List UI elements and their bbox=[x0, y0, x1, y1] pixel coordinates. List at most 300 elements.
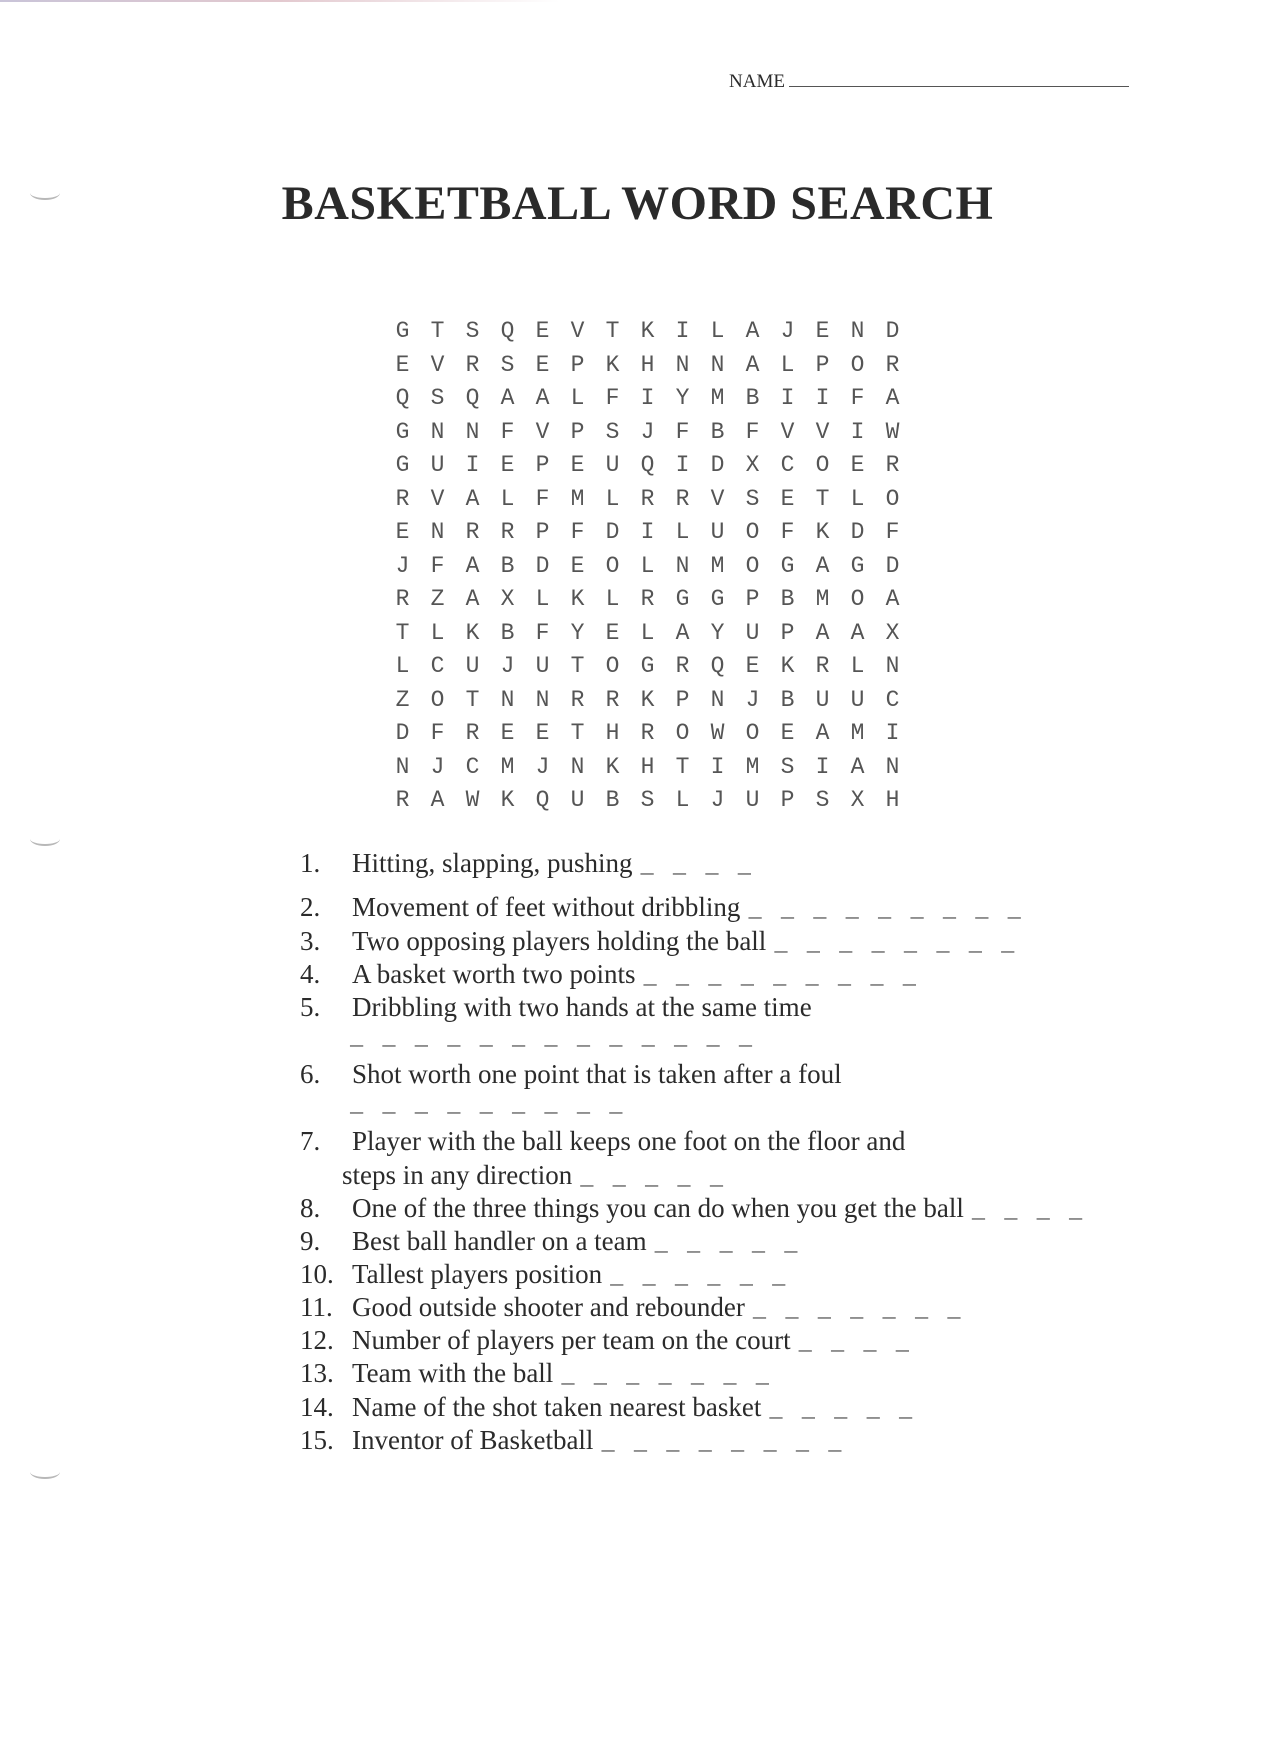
grid-letter[interactable]: E bbox=[395, 351, 410, 378]
grid-letter[interactable]: A bbox=[815, 619, 830, 646]
grid-letter[interactable]: D bbox=[885, 318, 900, 344]
grid-letter[interactable]: W bbox=[465, 787, 480, 813]
grid-letter[interactable]: X bbox=[850, 787, 865, 813]
grid-letter[interactable]: L bbox=[850, 653, 865, 679]
grid-letter[interactable]: O bbox=[745, 519, 760, 545]
grid-letter[interactable]: R bbox=[465, 519, 480, 545]
grid-letter[interactable]: Q bbox=[465, 385, 480, 411]
grid-letter[interactable]: A bbox=[885, 586, 900, 612]
clue-item bbox=[300, 892, 1024, 923]
grid-letter[interactable]: V bbox=[535, 418, 550, 445]
clue-text: Inventor of Basketball bbox=[352, 1425, 594, 1455]
clue-item bbox=[300, 992, 812, 1023]
grid-letter[interactable]: U bbox=[535, 653, 550, 679]
grid-letter[interactable]: X bbox=[500, 586, 515, 612]
grid-letter[interactable]: I bbox=[640, 519, 655, 545]
grid-letter[interactable]: S bbox=[780, 753, 795, 780]
grid-letter[interactable]: I bbox=[850, 418, 865, 445]
grid-letter[interactable]: E bbox=[395, 519, 410, 545]
grid-letter[interactable]: K bbox=[605, 753, 620, 780]
grid-letter[interactable]: N bbox=[465, 418, 480, 445]
grid-letter[interactable]: Y bbox=[675, 385, 690, 411]
grid-letter[interactable]: N bbox=[850, 318, 865, 344]
grid-row bbox=[385, 586, 910, 620]
grid-letter[interactable]: R bbox=[885, 351, 900, 378]
grid-letter[interactable]: I bbox=[780, 385, 795, 411]
grid-letter[interactable]: U bbox=[465, 653, 480, 679]
answer-blank[interactable]: _ _ _ _ _ _ _ _ bbox=[774, 932, 1018, 957]
answer-blank[interactable]: _ _ _ _ _ _ _ _ _ bbox=[643, 965, 919, 990]
grid-letter[interactable]: U bbox=[605, 452, 620, 478]
grid-letter[interactable]: Q bbox=[395, 385, 410, 411]
grid-letter[interactable]: R bbox=[570, 686, 585, 713]
grid-letter[interactable]: A bbox=[465, 485, 480, 512]
name-field bbox=[729, 71, 1129, 93]
answer-blank[interactable]: _ _ _ _ _ _ _ _ _ _ _ _ _ bbox=[350, 1026, 756, 1051]
grid-row bbox=[385, 653, 910, 687]
grid-letter[interactable]: L bbox=[780, 351, 795, 378]
grid-letter[interactable]: I bbox=[675, 452, 690, 478]
grid-letter[interactable]: L bbox=[605, 586, 620, 612]
clue-text: Good outside shooter and rebounder bbox=[352, 1292, 745, 1322]
grid-letter[interactable]: D bbox=[710, 452, 725, 478]
grid-letter[interactable]: F bbox=[535, 619, 550, 646]
grid-letter[interactable]: M bbox=[710, 552, 725, 579]
grid-letter[interactable]: Y bbox=[570, 619, 585, 646]
clue-item bbox=[300, 1292, 964, 1323]
grid-letter[interactable]: T bbox=[395, 619, 410, 646]
grid-letter[interactable]: F bbox=[500, 418, 515, 445]
grid-letter[interactable]: H bbox=[640, 351, 655, 378]
clue-item bbox=[300, 1126, 905, 1157]
grid-letter[interactable]: E bbox=[605, 619, 620, 646]
grid-letter[interactable]: J bbox=[500, 653, 515, 679]
grid-letter[interactable]: V bbox=[710, 485, 725, 512]
grid-letter[interactable]: B bbox=[780, 686, 795, 713]
answer-blank[interactable]: _ _ _ _ _ bbox=[580, 1166, 727, 1191]
grid-letter[interactable]: G bbox=[675, 586, 690, 612]
grid-letter[interactable]: R bbox=[640, 485, 655, 512]
answer-blank[interactable]: _ _ _ _ _ _ _ _ bbox=[601, 1431, 845, 1456]
grid-letter[interactable]: J bbox=[430, 753, 445, 780]
grid-letter[interactable]: C bbox=[780, 452, 795, 478]
page-title: BASKETBALL WORD SEARCH bbox=[281, 177, 994, 230]
grid-letter[interactable]: F bbox=[535, 485, 550, 512]
clue-item bbox=[300, 1259, 788, 1290]
grid-letter[interactable]: B bbox=[605, 787, 620, 813]
grid-letter[interactable]: T bbox=[430, 318, 445, 344]
clue-number: 8. bbox=[300, 1193, 321, 1223]
grid-letter[interactable]: V bbox=[815, 418, 830, 445]
grid-letter[interactable]: R bbox=[640, 720, 655, 746]
punch-hole-mark bbox=[30, 832, 60, 846]
grid-letter[interactable]: N bbox=[675, 351, 690, 378]
grid-row bbox=[385, 452, 910, 486]
grid-letter[interactable]: F bbox=[745, 418, 760, 445]
grid-letter[interactable]: L bbox=[675, 787, 690, 813]
answer-blank[interactable]: _ _ _ _ _ _ _ bbox=[561, 1364, 772, 1389]
answer-blank[interactable]: _ _ _ _ _ bbox=[654, 1232, 801, 1257]
grid-letter[interactable]: H bbox=[605, 720, 620, 746]
grid-letter[interactable]: K bbox=[500, 787, 515, 813]
grid-letter[interactable]: I bbox=[710, 753, 725, 780]
grid-letter[interactable]: V bbox=[430, 485, 445, 512]
clue-item bbox=[300, 959, 919, 990]
clue-text: Tallest players position bbox=[352, 1259, 603, 1289]
grid-letter[interactable]: O bbox=[675, 720, 690, 746]
grid-letter[interactable]: D bbox=[395, 720, 410, 746]
clue-item bbox=[300, 1193, 1085, 1224]
clue-number: 3. bbox=[300, 926, 321, 956]
grid-letter[interactable]: N bbox=[430, 519, 445, 545]
grid-letter[interactable]: F bbox=[675, 418, 690, 445]
grid-letter[interactable]: E bbox=[535, 351, 550, 378]
grid-letter[interactable]: A bbox=[430, 787, 445, 813]
clue-number: 13. bbox=[300, 1358, 334, 1388]
grid-letter[interactable]: E bbox=[850, 452, 865, 478]
grid-letter[interactable]: R bbox=[885, 452, 900, 478]
grid-letter[interactable]: R bbox=[675, 653, 690, 679]
grid-letter[interactable]: B bbox=[710, 418, 725, 445]
grid-letter[interactable]: K bbox=[780, 653, 795, 679]
grid-letter[interactable]: R bbox=[395, 485, 410, 512]
grid-letter[interactable]: R bbox=[640, 586, 655, 612]
grid-letter[interactable]: Y bbox=[710, 619, 725, 646]
grid-letter[interactable]: P bbox=[535, 452, 550, 478]
grid-letter[interactable]: O bbox=[430, 686, 445, 713]
grid-letter[interactable]: I bbox=[675, 318, 690, 344]
grid-letter[interactable]: N bbox=[710, 351, 725, 378]
grid-letter[interactable]: U bbox=[710, 519, 725, 545]
grid-letter[interactable]: U bbox=[570, 787, 585, 813]
grid-letter[interactable]: C bbox=[430, 653, 445, 679]
answer-blank[interactable]: _ _ _ _ _ _ _ _ _ bbox=[350, 1093, 626, 1118]
clue-number: 10. bbox=[300, 1259, 334, 1289]
grid-letter[interactable]: S bbox=[605, 418, 620, 445]
clue-number: 11. bbox=[300, 1292, 333, 1322]
grid-letter[interactable]: O bbox=[605, 653, 620, 679]
grid-letter[interactable]: V bbox=[570, 318, 585, 344]
grid-letter[interactable]: I bbox=[815, 385, 830, 411]
grid-letter[interactable]: B bbox=[500, 552, 515, 579]
word-search-grid bbox=[385, 318, 910, 821]
grid-letter[interactable]: S bbox=[465, 318, 480, 344]
grid-letter[interactable]: O bbox=[745, 720, 760, 746]
grid-letter[interactable]: X bbox=[745, 452, 760, 478]
grid-letter[interactable]: F bbox=[780, 519, 795, 545]
answer-blank[interactable]: _ _ _ _ _ bbox=[769, 1398, 916, 1423]
grid-letter[interactable]: L bbox=[430, 619, 445, 646]
grid-letter[interactable]: K bbox=[640, 318, 655, 344]
grid-letter[interactable]: E bbox=[780, 720, 795, 746]
punch-hole-mark bbox=[30, 1465, 60, 1479]
grid-letter[interactable]: T bbox=[675, 753, 690, 780]
grid-letter[interactable]: L bbox=[605, 485, 620, 512]
grid-letter[interactable]: V bbox=[780, 418, 795, 445]
grid-letter[interactable]: T bbox=[465, 686, 480, 713]
grid-row bbox=[385, 754, 910, 788]
grid-letter[interactable]: F bbox=[885, 519, 900, 545]
grid-letter[interactable]: G bbox=[395, 318, 410, 344]
grid-row bbox=[385, 687, 910, 721]
clue-text: One of the three things you can do when you get the ball bbox=[352, 1193, 964, 1223]
name-label: NAME bbox=[729, 71, 785, 92]
name-blank-line[interactable] bbox=[789, 72, 1129, 87]
grid-letter[interactable]: O bbox=[850, 351, 865, 378]
grid-row bbox=[385, 519, 910, 553]
grid-letter[interactable]: P bbox=[815, 351, 830, 378]
grid-letter[interactable]: L bbox=[570, 385, 585, 411]
grid-letter[interactable]: D bbox=[535, 552, 550, 579]
grid-letter[interactable]: E bbox=[535, 720, 550, 746]
grid-letter[interactable]: N bbox=[885, 753, 900, 780]
grid-letter[interactable]: T bbox=[605, 318, 620, 344]
grid-letter[interactable]: L bbox=[640, 619, 655, 646]
grid-letter[interactable]: L bbox=[675, 519, 690, 545]
answer-blank[interactable]: _ _ _ _ bbox=[640, 854, 754, 879]
grid-letter[interactable]: H bbox=[640, 753, 655, 780]
grid-letter[interactable]: J bbox=[710, 787, 725, 813]
grid-row bbox=[385, 620, 910, 654]
clue-number: 14. bbox=[300, 1392, 334, 1422]
grid-letter[interactable]: A bbox=[815, 720, 830, 746]
grid-letter[interactable]: Q bbox=[640, 452, 655, 478]
grid-letter[interactable]: U bbox=[745, 619, 760, 646]
grid-letter[interactable]: Z bbox=[395, 686, 410, 713]
clue-text: steps in any direction bbox=[342, 1160, 573, 1190]
grid-letter[interactable]: R bbox=[675, 485, 690, 512]
grid-letter[interactable]: J bbox=[535, 753, 550, 780]
grid-letter[interactable]: F bbox=[850, 385, 865, 411]
page-top-edge bbox=[0, 0, 560, 2]
grid-letter[interactable]: U bbox=[850, 686, 865, 713]
clue-number: 2. bbox=[300, 892, 321, 922]
grid-letter[interactable]: P bbox=[675, 686, 690, 713]
grid-letter[interactable]: L bbox=[395, 653, 410, 679]
grid-letter[interactable]: R bbox=[465, 720, 480, 746]
clue-number: 12. bbox=[300, 1325, 334, 1355]
grid-row bbox=[385, 385, 910, 419]
grid-letter[interactable]: L bbox=[640, 552, 655, 579]
grid-letter[interactable]: A bbox=[850, 753, 865, 780]
answer-blank[interactable]: _ _ _ _ _ _ _ _ _ bbox=[748, 898, 1024, 923]
grid-letter[interactable]: N bbox=[675, 552, 690, 579]
clue-text: A basket worth two points bbox=[352, 959, 636, 989]
grid-letter[interactable]: U bbox=[815, 686, 830, 713]
grid-letter[interactable]: E bbox=[780, 485, 795, 512]
grid-letter[interactable]: P bbox=[780, 787, 795, 813]
grid-letter[interactable]: B bbox=[745, 385, 760, 411]
grid-letter[interactable]: P bbox=[745, 586, 760, 612]
grid-letter[interactable]: P bbox=[780, 619, 795, 646]
grid-letter[interactable]: A bbox=[885, 385, 900, 411]
grid-letter[interactable]: J bbox=[640, 418, 655, 445]
grid-letter[interactable]: Q bbox=[535, 787, 550, 813]
grid-letter[interactable]: A bbox=[745, 351, 760, 378]
grid-row bbox=[385, 352, 910, 386]
grid-letter[interactable]: R bbox=[465, 351, 480, 378]
grid-letter[interactable]: G bbox=[780, 552, 795, 579]
grid-letter[interactable]: I bbox=[465, 452, 480, 478]
grid-letter[interactable]: A bbox=[500, 385, 515, 411]
clue-item bbox=[300, 1392, 915, 1423]
grid-letter[interactable]: O bbox=[745, 552, 760, 579]
grid-letter[interactable]: U bbox=[745, 787, 760, 813]
grid-letter[interactable]: E bbox=[815, 318, 830, 344]
grid-letter[interactable]: L bbox=[535, 586, 550, 612]
grid-letter[interactable]: E bbox=[570, 452, 585, 478]
grid-letter[interactable]: A bbox=[465, 586, 480, 612]
grid-letter[interactable]: G bbox=[395, 452, 410, 478]
grid-letter[interactable]: A bbox=[465, 552, 480, 579]
answer-blank[interactable]: _ _ _ _ bbox=[798, 1331, 913, 1356]
clue-number: 7. bbox=[300, 1126, 321, 1156]
grid-letter[interactable]: T bbox=[570, 653, 585, 679]
clue-text: Number of players per team on the court bbox=[352, 1325, 791, 1355]
clue-item bbox=[300, 1425, 844, 1456]
grid-row bbox=[385, 787, 910, 821]
clue-text-continued bbox=[342, 1160, 726, 1191]
grid-letter[interactable]: L bbox=[710, 318, 725, 344]
clue-text: Movement of feet without dribbling bbox=[352, 892, 741, 922]
grid-letter[interactable]: D bbox=[850, 519, 865, 545]
grid-letter[interactable]: J bbox=[395, 552, 410, 579]
grid-letter[interactable]: A bbox=[745, 318, 760, 344]
grid-letter[interactable]: S bbox=[745, 485, 760, 512]
clue-text: Shot worth one point that is taken after a foul bbox=[352, 1059, 842, 1089]
grid-letter[interactable]: P bbox=[570, 351, 585, 378]
grid-letter[interactable]: A bbox=[815, 552, 830, 579]
grid-letter[interactable]: N bbox=[535, 686, 550, 713]
grid-letter[interactable]: K bbox=[465, 619, 480, 646]
grid-letter[interactable]: D bbox=[605, 519, 620, 545]
clue-number: 9. bbox=[300, 1226, 321, 1256]
grid-letter[interactable]: B bbox=[500, 619, 515, 646]
grid-letter[interactable]: J bbox=[780, 318, 795, 344]
grid-letter[interactable]: W bbox=[710, 720, 725, 746]
grid-letter[interactable]: E bbox=[500, 452, 515, 478]
grid-letter[interactable]: I bbox=[885, 720, 900, 746]
grid-letter[interactable]: T bbox=[815, 485, 830, 512]
grid-letter[interactable]: G bbox=[850, 552, 865, 579]
grid-letter[interactable]: F bbox=[570, 519, 585, 545]
grid-letter[interactable]: O bbox=[605, 552, 620, 579]
grid-letter[interactable]: R bbox=[605, 686, 620, 713]
clue-item bbox=[300, 1226, 800, 1257]
clue-text: Hitting, slapping, pushing bbox=[352, 848, 633, 878]
grid-letter[interactable]: R bbox=[500, 519, 515, 545]
grid-letter[interactable]: N bbox=[500, 686, 515, 713]
grid-letter[interactable]: F bbox=[430, 720, 445, 746]
clue-item bbox=[300, 1059, 842, 1090]
grid-letter[interactable]: Q bbox=[500, 318, 515, 344]
grid-letter[interactable]: S bbox=[815, 787, 830, 813]
grid-letter[interactable]: I bbox=[640, 385, 655, 411]
clue-text: Best ball handler on a team bbox=[352, 1226, 647, 1256]
grid-letter[interactable]: A bbox=[535, 385, 550, 411]
grid-letter[interactable]: Q bbox=[710, 653, 725, 679]
grid-letter[interactable]: R bbox=[815, 653, 830, 679]
grid-letter[interactable]: R bbox=[395, 787, 410, 813]
grid-letter[interactable]: O bbox=[815, 452, 830, 478]
grid-letter[interactable]: O bbox=[850, 586, 865, 612]
grid-letter[interactable]: S bbox=[640, 787, 655, 813]
grid-letter[interactable]: M bbox=[570, 485, 585, 512]
grid-letter[interactable]: N bbox=[430, 418, 445, 445]
clue-text: Two opposing players holding the ball bbox=[352, 926, 767, 956]
answer-blank[interactable]: _ _ _ _ _ _ _ bbox=[752, 1298, 964, 1323]
answer-blank[interactable]: _ _ _ _ _ _ bbox=[610, 1265, 789, 1290]
grid-letter[interactable]: F bbox=[605, 385, 620, 411]
grid-letter[interactable]: H bbox=[885, 787, 900, 813]
grid-letter[interactable]: N bbox=[395, 753, 410, 780]
grid-letter[interactable]: M bbox=[745, 753, 760, 780]
grid-letter[interactable]: A bbox=[675, 619, 690, 646]
grid-letter[interactable]: K bbox=[605, 351, 620, 378]
grid-letter[interactable]: B bbox=[780, 586, 795, 612]
grid-letter[interactable]: E bbox=[570, 552, 585, 579]
grid-letter[interactable]: D bbox=[885, 552, 900, 579]
grid-letter[interactable]: M bbox=[710, 385, 725, 411]
grid-letter[interactable]: M bbox=[500, 753, 515, 780]
grid-letter[interactable]: I bbox=[815, 753, 830, 780]
grid-letter[interactable]: Z bbox=[430, 586, 445, 612]
grid-letter[interactable]: M bbox=[850, 720, 865, 746]
grid-letter[interactable]: W bbox=[885, 418, 900, 445]
grid-letter[interactable]: N bbox=[710, 686, 725, 713]
grid-row bbox=[385, 720, 910, 754]
grid-letter[interactable]: L bbox=[500, 485, 515, 512]
grid-row bbox=[385, 419, 910, 453]
grid-letter[interactable]: E bbox=[745, 653, 760, 679]
grid-letter[interactable]: A bbox=[850, 619, 865, 646]
grid-letter[interactable]: G bbox=[640, 653, 655, 679]
clue-text: Dribbling with two hands at the same time bbox=[352, 992, 812, 1022]
grid-letter[interactable]: N bbox=[570, 753, 585, 780]
clue-text: Team with the ball bbox=[352, 1358, 554, 1388]
grid-letter[interactable]: K bbox=[815, 519, 830, 545]
grid-letter[interactable]: K bbox=[570, 586, 585, 612]
grid-letter[interactable]: S bbox=[500, 351, 515, 378]
grid-letter[interactable]: G bbox=[395, 418, 410, 445]
grid-letter[interactable]: C bbox=[465, 753, 480, 780]
grid-letter[interactable]: T bbox=[570, 720, 585, 746]
clue-number: 5. bbox=[300, 992, 321, 1022]
grid-letter[interactable]: K bbox=[640, 686, 655, 713]
grid-letter[interactable]: C bbox=[885, 686, 900, 713]
grid-letter[interactable]: E bbox=[535, 318, 550, 344]
grid-letter[interactable]: N bbox=[885, 653, 900, 679]
grid-letter[interactable]: G bbox=[710, 586, 725, 612]
grid-letter[interactable]: S bbox=[430, 385, 445, 411]
answer-blank[interactable]: _ _ _ _ bbox=[971, 1199, 1086, 1224]
grid-letter[interactable]: R bbox=[395, 586, 410, 612]
grid-letter[interactable]: O bbox=[885, 485, 900, 512]
grid-letter[interactable]: E bbox=[500, 720, 515, 746]
grid-letter[interactable]: V bbox=[430, 351, 445, 378]
grid-letter[interactable]: M bbox=[815, 586, 830, 612]
clue-number: 15. bbox=[300, 1425, 334, 1455]
grid-letter[interactable]: F bbox=[430, 552, 445, 579]
grid-letter[interactable]: U bbox=[430, 452, 445, 478]
grid-row bbox=[385, 553, 910, 587]
grid-letter[interactable]: P bbox=[570, 418, 585, 445]
clue-item bbox=[300, 926, 1017, 957]
grid-letter[interactable]: P bbox=[535, 519, 550, 545]
grid-letter[interactable]: L bbox=[850, 485, 865, 512]
grid-letter[interactable]: X bbox=[885, 619, 900, 646]
grid-letter[interactable]: J bbox=[745, 686, 760, 713]
